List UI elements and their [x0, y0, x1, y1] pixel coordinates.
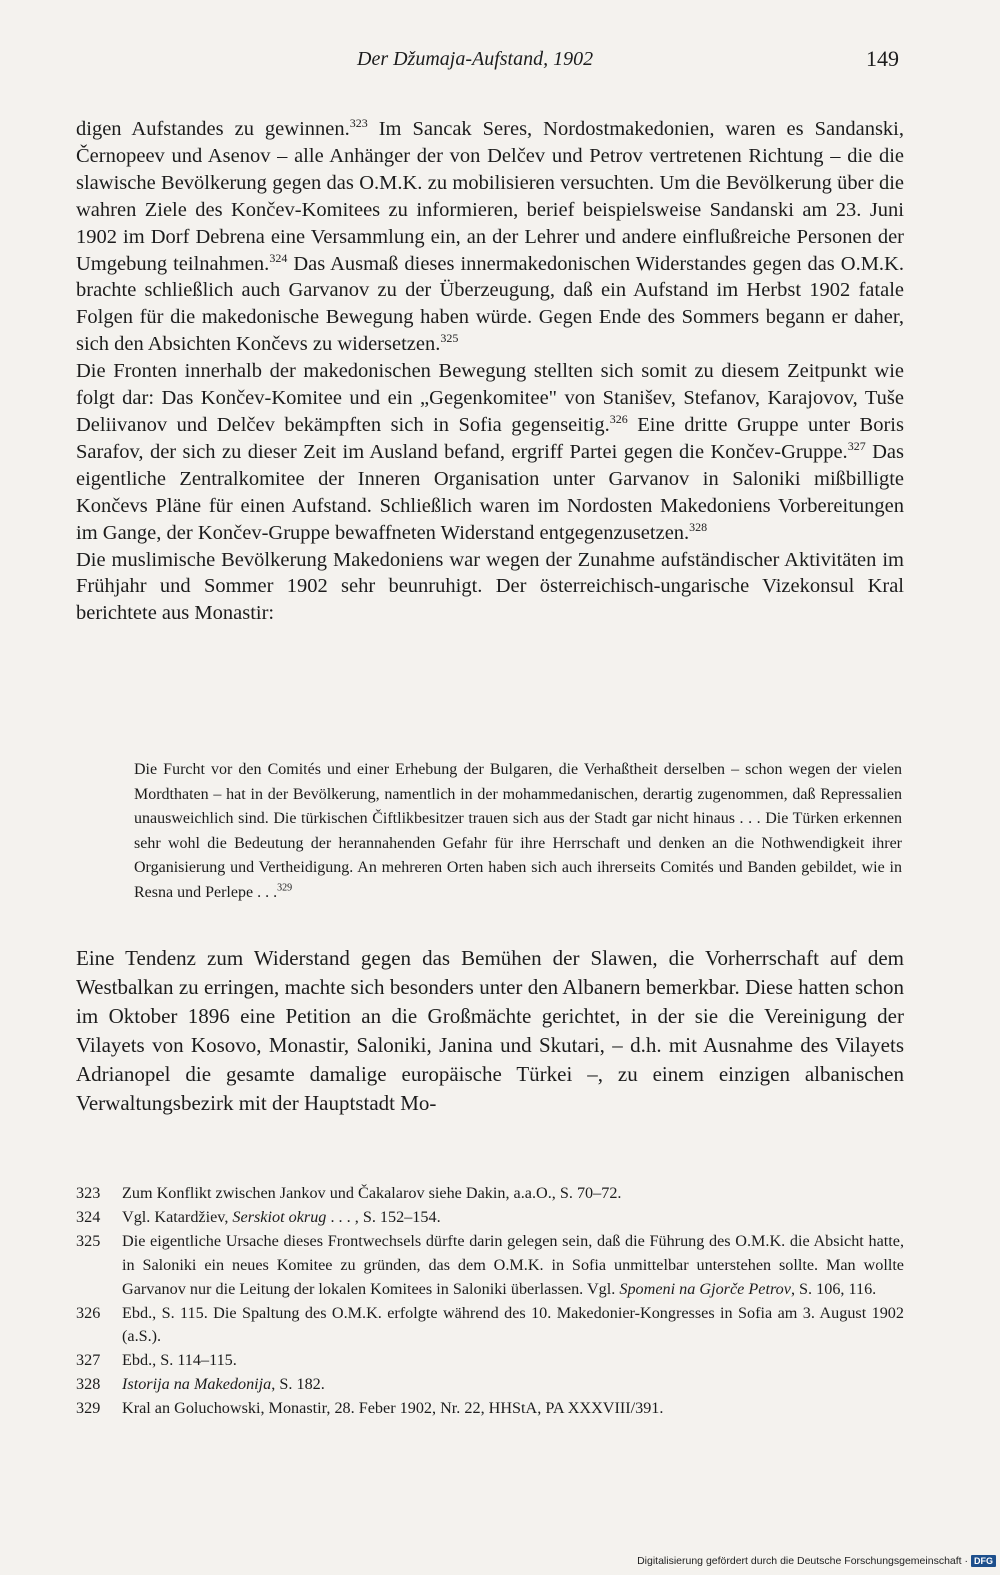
footnote-ref-326: 326 — [609, 412, 628, 427]
footnote — [76, 1373, 904, 1397]
footnote-ref-328: 328 — [689, 519, 708, 534]
footnote — [76, 1206, 904, 1230]
footnote — [76, 1349, 904, 1373]
footnote-text: Die eigentliche Ursache dieses Frontwechsels dürfte darin gelegen sein, daß die Führung des O.M.K. die Absicht hatte, in Saloniki ein neues Komitee zu gründen, das dem O.M.K. in Sofia unmittelbar unterstehen sollte. Man wollte Garvanov nur die Leitung der lokalen Komitees in Saloniki überlassen. Vgl. Spomeni na Gjorče Petrov, S. 106, 116. — [122, 1231, 904, 1298]
footnote-number: 324 — [76, 1207, 101, 1226]
footnote-text: Kral an Goluchowski, Monastir, 28. Feber 1902, Nr. 22, HHStA, PA XXXVIII/391. — [122, 1399, 664, 1418]
main-text — [76, 116, 904, 627]
page-number: 149 — [866, 46, 899, 71]
footnote — [76, 1397, 904, 1421]
footnote-text: Ebd., S. 114–115. — [122, 1351, 237, 1370]
footnotes — [76, 1182, 904, 1421]
paragraph-1: digen Aufstandes zu gewinnen.$^{323}$ Im Sancak Seres, Nordostmakedonien, waren es Sandanski, Černopeev und Asenov – alle Anhänger der von Delčev und Petrov vertretenen Richtung – die die slawische Bevölkerung gegen das O.M.K. zu mobilisieren versuchten. Um die Bevölkerung über die wahren Ziele des Končev-Komitees zu informieren, berief beispielsweise Sandanski am 23. Juni 1902 im Dorf Debrena eine Versammlung ein, an der Lehrer und andere einflußreiche Personen der Umgebung teilnahmen.$^{324}$ Das Ausmaß dieses innermakedonischen Widerstandes gegen das O.M.K. brachte schließlich auch Garvanov zu der Überzeugung, daß ein Aufstand im Herbst 1902 fatale Folgen für die makedonische Bewegung haben würde. Gegen Ende des Sommers begann er daher, sich den Absichten Končevs zu widersetzen.$^{325}$ — [76, 116, 904, 356]
running-title: Der Džumaja-Aufstand, 1902 — [357, 48, 594, 70]
footnote — [76, 1302, 904, 1350]
paragraph-2: Die Fronten innerhalb der makedonischen Bewegung stellten sich somit zu diesem Zeitpunkt wie folgt dar: Das Končev-Komitee und ein „Gegenkomitee" von Stanišev, Stefanov, Karajovov, Tuše Deliivanov und Delčev bekämpften sich in Sofia gegenseitig.$^{326}$ Eine dritte Gruppe unter Boris Sarafov, der sich zu dieser Zeit im Ausland befand, ergriff Partei gegen die Končev-Gruppe.$^{327}$ Das eigentliche Zentralkomitee der Inneren Organisation unter Garvanov in Saloniki mißbilligte Končevs Pläne für einen Aufstand. Schließlich waren im Nordosten Makedoniens Vorbereitungen im Gange, der Končev-Gruppe bewaffneten Widerstand entgegenzusetzen.$^{328}$ — [76, 360, 904, 544]
footnote-number: 329 — [76, 1399, 101, 1418]
footnote-ref-329: 329 — [277, 882, 293, 894]
footnote-text: Vgl. Katardžiev, Serskiot okrug . . . , S. 152–154. — [122, 1207, 441, 1226]
footnote — [76, 1230, 904, 1302]
footnote-number: 323 — [76, 1184, 101, 1202]
footnote-ref-324: 324 — [269, 250, 288, 265]
footnote-number: 328 — [76, 1375, 101, 1394]
main-text-continued — [76, 944, 904, 1117]
block-quote — [134, 758, 902, 906]
footnote-text: Istorija na Makedonija, S. 182. — [122, 1375, 325, 1394]
footnote-number: 325 — [76, 1231, 101, 1250]
paragraph-3: Die muslimische Bevölkerung Makedoniens war wegen der Zunahme aufständischer Aktivitäten im Frühjahr und Sommer 1902 sehr beunruhigt. Der österreichisch-ungarische Vizekonsul Kral berichtete aus Monastir: — [76, 548, 904, 625]
paragraph-4: Eine Tendenz zum Widerstand gegen das Bemühen der Slawen, die Vorherrschaft auf dem Westbalkan zu erringen, machte sich besonders unter den Albanern bemerkbar. Diese hatten schon im Oktober 1896 eine Petition an die Großmächte gerichtet, in der sie die Vereinigung der Vilayets von Kosovo, Monastir, Saloniki, Janina und Skutari, – d.h. mit Ausnahme des Vilayets Adrianopel die gesamte damalige europäische Türkei –, zu einem einzigen albanischen Verwaltungsbezirk mit der Hauptstadt Mo- — [76, 946, 904, 1115]
footnote-ref-327: 327 — [847, 439, 866, 454]
running-head — [0, 44, 1000, 78]
footnote-ref-325: 325 — [440, 331, 459, 346]
footnote-ref-323: 323 — [349, 116, 368, 131]
footnote-number: 327 — [76, 1351, 101, 1370]
quote-text: Die Furcht vor den Comités und einer Erhebung der Bulgaren, die Verhaßtheit derselben – schon wegen der vielen Mordthaten – hat in der Bevölkerung, namentlich in der mohammedanischen, derartig zugenommen, daß Repressalien unausweichlich sind. Die türkischen Čiftlikbesitzer trauen sich aus der Stadt gar nicht hinaus . . . Die Türken erkennen sehr wohl die Bedeutung der herannahenden Gefahr für ihre Herrschaft und denken an die Nothwendigkeit ihrer Organisierung und Vertheidigung. An mehreren Orten haben sich auch ihrerseits Comités und Banden gebildet, wie in Resna und Perlepe . . . — [134, 761, 902, 901]
dfg-logo: DFG — [971, 1555, 996, 1567]
footnote — [76, 1182, 904, 1206]
footnote-text: Zum Konflikt zwischen Jankov und Čakalarov siehe Dakin, a.a.O., S. 70–72. — [122, 1184, 622, 1202]
footnote-text: Ebd., S. 115. Die Spaltung des O.M.K. erfolgte während des 10. Makedonier-Kongresses in Sofia am 3. August 1902 (a.S.). — [122, 1303, 904, 1346]
footer-text: Digitalisierung gefördert durch die Deutsche Forschungsgemeinschaft · — [637, 1555, 968, 1567]
footnote-number: 326 — [76, 1303, 101, 1322]
digitization-footer — [637, 1555, 996, 1567]
